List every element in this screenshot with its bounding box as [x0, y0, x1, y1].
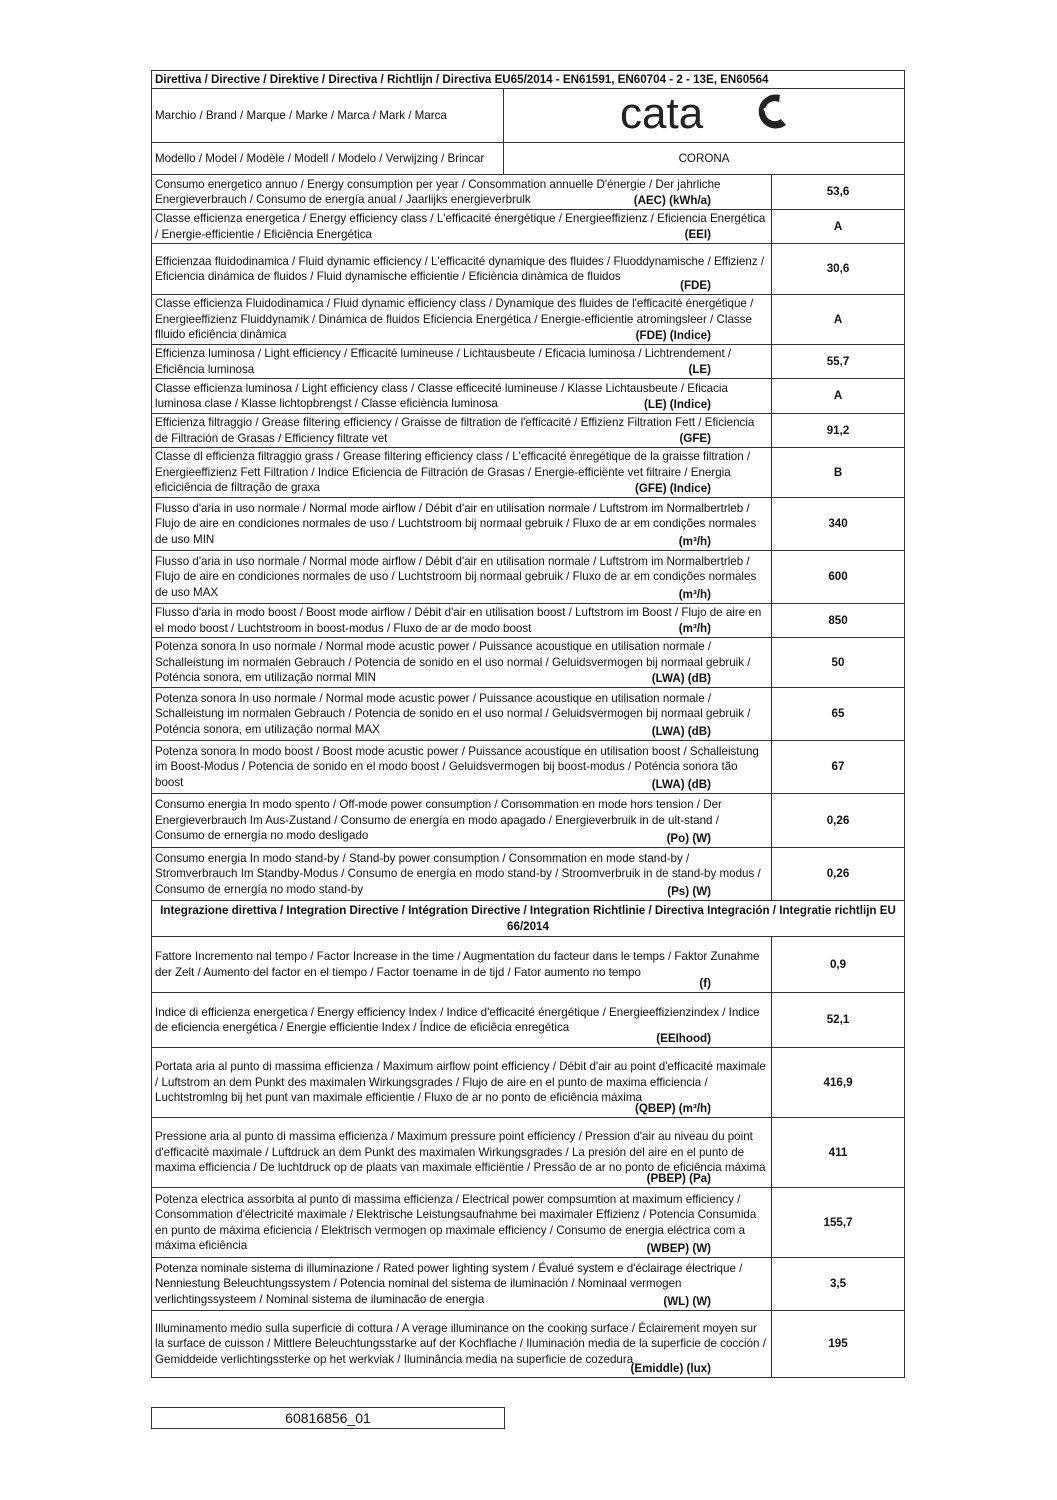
- spec-description: Classe efficienza Fluidodinamica / Fluid dynamic efficiency class / Dynamique des fluides de l'efficacité énergétique / Energieeffizienz Fluiddynamik / Dinámica de fluidos Eficiencia Energética / Energie-efficientie atromingsleer / Classe flluido eficiência dinâmica: [155, 297, 754, 342]
- spec-value: 53,6: [772, 175, 905, 210]
- spec-description: Classe efficienza energetica / Energy efficiency class / L'efficacité énergétique / Energieeffizienz / Eficiencia Energética / Energie-efficientie / Eficiência Energética: [155, 212, 766, 241]
- spec-label: [152, 937, 772, 993]
- spec-description: Indice di efficienza energetica / Energy efficiency Index / Indice d'efficacité énergétique / Energieeffizienzindex / Indice de eficiencia energética / Energie efficientie Index / Índice de eficiêcia enregética: [155, 1005, 760, 1034]
- spec-unit: (EEI): [684, 227, 711, 241]
- spec-row: [152, 498, 905, 551]
- spec-description: Potenza sonora In uso normale / Normal mode acustic power / Puissance acoustique en utilisation normale / Schalleistung im normalen Gebrauch / Potencia de sonido en el uso normal / Geluidsvermogen bij normaal gebruik / Poténcia sonora, em utilização normal MIN: [155, 640, 751, 685]
- spec-row: [152, 848, 905, 901]
- spec-value: 0,9: [772, 937, 905, 993]
- spec-label: [152, 604, 772, 638]
- spec-row: [152, 414, 905, 448]
- spec-label: [152, 1118, 772, 1188]
- spec-row: [152, 448, 905, 498]
- spec-unit: (LE) (Indice): [644, 397, 711, 411]
- spec-label: [152, 1311, 772, 1378]
- spec-row: [152, 551, 905, 604]
- spec-row: [152, 1311, 905, 1378]
- spec-description: Classe dl efficienza filtraggio grass / Grease filtering efficiency class / L'efficacité énregétique de la graisse filtration / Energieeffizienz Fett Filtration / Indice Eficiencia de Filtración de Grasas / Energie-efficiënte vet filtraire / Energia eficiciência de filtração de graxa: [155, 450, 751, 495]
- spec-label: [152, 794, 772, 848]
- spec-row: [152, 993, 905, 1048]
- spec-value: 416,9: [772, 1048, 905, 1118]
- spec-value: 195: [772, 1311, 905, 1378]
- spec-value: A: [772, 379, 905, 414]
- spec-value: 91,2: [772, 414, 905, 448]
- spec-description: Fattore Incremento nal tempo / Factor Increase in the time / Augmentation du facteur dans le temps / Faktor Zunahme der Zelt / Aumento del factor en el tiempo / Factor toename in de tijd / Fator aumento no tempo: [155, 950, 760, 979]
- document-code: 60816856_01: [151, 1407, 505, 1429]
- spec-row: [152, 1118, 905, 1188]
- spec-value: 0,26: [772, 848, 905, 901]
- spec-description: Efficienza filtraggio / Grease filtering efficiency / Graisse de filtration de l'efficacité / Effizienz Filtration Fett / Eficiencia de Filtración de Grasas / Efficiency filtrate vet: [155, 416, 755, 445]
- spec-label: [152, 551, 772, 604]
- spec-unit: (GFE) (Indice): [635, 481, 711, 495]
- spec-value: A: [772, 210, 905, 244]
- spec-unit: (LWA) (dB): [651, 671, 711, 685]
- spec-value: 411: [772, 1118, 905, 1188]
- spec-unit: (QBEP) (m³/h): [635, 1101, 711, 1115]
- spec-unit: (AEC) (kWh/a): [633, 193, 711, 207]
- spec-description: Potenza sonora In modo boost / Boost mode acustic power / Puissance acoustique en utilisation boost / Schalleistung im Boost-Modus / Potencia de sonido en el modo boost / Geluidsvermogen bij boost-modus / Poténcia sonora tão boost: [155, 744, 759, 789]
- spec-unit: (Emiddle) (lux): [630, 1361, 711, 1375]
- spec-label: [152, 1188, 772, 1258]
- spec-description: Flusso d'aria in modo boost / Boost mode airflow / Débit d'air en utilisation boost / Luftstrom im Boost / Flujo de aire en el modo boost / Luchtstroom in boost-modus / Fluxo de ar de modo boost: [155, 606, 762, 635]
- brand-label: Marchio / Brand / Marque / Marke / Marca / Mark / Marca: [152, 89, 504, 143]
- spec-label: [152, 345, 772, 379]
- spec-unit: (WBEP) (W): [646, 1241, 711, 1255]
- spec-value: 65: [772, 688, 905, 741]
- spec-description: Consumo energetico annuo / Energy consumption per year / Consommation annuelle D'énergie / Der jahrliche Energieverbrauch / Consumo de energía anual / Jaarlijks energieverbrulk: [155, 177, 721, 206]
- spec-label: [152, 244, 772, 295]
- spec-row: [152, 937, 905, 993]
- spec-value: 3,5: [772, 1258, 905, 1311]
- spec-unit: (m³/h): [678, 534, 711, 548]
- spec-description: Efficienzaa fluidodinamica / Fluid dynamic efficiency / L'efficacité dynamique des fluides / Fluoddynamische / Effizienz / Eficiencia dinámica de fluidos / Fluid dynamische efficientie / Eficiència dinàmica de fluidos: [155, 254, 765, 283]
- spec-value: 340: [772, 498, 905, 551]
- spec-unit: (PBEP) (Pa): [646, 1171, 711, 1185]
- spec-description: Potenza nominale sistema di illuminazione / Rated power lighting system / Évalué system e d'éclairage électrique / Nenniestung Beleuchtungssystem / Potencia nominal del sistema de iluminación / Nominaal vermogen verlichtingssysteem / Nominal sistema de iluminacão de energia: [155, 1261, 743, 1306]
- cata-logo-icon: [614, 90, 794, 136]
- energy-label-table: [151, 70, 905, 1378]
- spec-description: Potenza electrica assorbita al punto di massima efficienza / Electrical power compsumtion at maximum efficiency / Consommation d'électricité maximale / Elektrische Leistungsaufnahme bei maximaler Effizienz / Potencia Consumida en punto de máxima eficiencia / Elektrisch vermogen op maximale efficiency / Consumo de energia eléctrica com a máxima eficiência: [155, 1192, 757, 1252]
- spec-unit: (m³/h): [678, 621, 711, 635]
- spec-label: [152, 1258, 772, 1311]
- spec-unit: (GFE): [679, 431, 711, 445]
- spec-value: 67: [772, 741, 905, 794]
- spec-description: Efficienza luminosa / Light efficiency / Efficacité lumineuse / Lichtausbeute / Eficacia luminosa / Lichtrendement / Eficiência luminosa: [155, 347, 732, 376]
- spec-unit: (Ps) (W): [667, 884, 711, 898]
- spec-unit: (LWA) (dB): [651, 724, 711, 738]
- spec-value: 55,7: [772, 345, 905, 379]
- spec-description: Potenza sonora In uso normale / Normal mode acustic power / Puissance acoustique en utilisation normale / Schalleistung im normalen Gebrauch / Potencia de sonido en el uso normal / Geluidsvermogen bij normaal gebruik / Poténcia sonora, em utilização normal MAX: [155, 691, 751, 736]
- spec-label: [152, 741, 772, 794]
- spec-value: 30,6: [772, 244, 905, 295]
- spec-row: [152, 604, 905, 638]
- spec-value: B: [772, 448, 905, 498]
- spec-value: 155,7: [772, 1188, 905, 1258]
- spec-label: [152, 414, 772, 448]
- spec-unit: (EEIhood): [656, 1031, 711, 1045]
- spec-row: [152, 345, 905, 379]
- spec-row: [152, 638, 905, 688]
- spec-label: [152, 638, 772, 688]
- spec-unit: (Po) (W): [666, 831, 711, 845]
- spec-label: [152, 498, 772, 551]
- spec-row: [152, 1188, 905, 1258]
- spec-description: Flusso d'aria in uso normale / Normal mode airflow / Débit d'air en utilisation normale / Luftstrom im Normalbertrleb / Flujo de aire en condiciones normales de uso / Luchtstroom bij normaal gebruik / Fluxo de ar em condições normales de uso MAX: [155, 554, 757, 599]
- spec-row: [152, 244, 905, 295]
- spec-row: [152, 1048, 905, 1118]
- spec-description: Illuminamento medio sulla superficie di cottura / A verage illuminance on the cooking surface / Éclairement moyen sur la surface de cuisson / Mittlere Beleuchtungsstarke auf der Kochflache / Iluminación media de la superficie de cocción / Gemiddeide verlichtingssterke op het werkviak / Iluminância media na superficie de cozedura: [155, 1321, 766, 1366]
- spec-value: 50: [772, 638, 905, 688]
- spec-label: [152, 848, 772, 901]
- spec-description: Classe efficienza luminosa / Light efficiency class / Classe efficecité lumineuse / Klasse Lichtausbeute / Eficacia luminosa clase / Klasse lichtopbrengst / Classe eficiència luminosa: [155, 381, 728, 410]
- spec-label: [152, 175, 772, 210]
- spec-description: Consumo energia In modo stand-by / Stand-by power consumption / Consommation en mode stand-by / Stromverbrauch Im Standby-Modus / Consumo de energía en modo stand-by / Stroomverbruik in de stand-by modus / Consumo de ernergía no modo stand-by: [155, 851, 761, 896]
- spec-description: Flusso d'aria in uso normale / Normal mode airflow / Débit d'air en utilisation normale / Luftstrom im Normalbertrleb / Flujo de aire en condiciones normales de uso / Luchtstroom bij normaal gebruik / Fluxo de ar em condições normales de uso MIN: [155, 501, 757, 546]
- spec-row: [152, 741, 905, 794]
- spec-row: [152, 175, 905, 210]
- spec-label: [152, 993, 772, 1048]
- spec-row: [152, 688, 905, 741]
- spec-unit: (WL) (W): [663, 1294, 711, 1308]
- spec-row: [152, 210, 905, 244]
- model-value: CORONA: [504, 143, 905, 175]
- spec-value: 52,1: [772, 993, 905, 1048]
- spec-label: [152, 210, 772, 244]
- spec-row: [152, 295, 905, 345]
- spec-unit: (FDE): [680, 278, 711, 292]
- logo-wordmark: cata: [620, 90, 704, 137]
- spec-row: [152, 1258, 905, 1311]
- spec-label: [152, 688, 772, 741]
- spec-value: 0,26: [772, 794, 905, 848]
- spec-row: [152, 379, 905, 414]
- brand-logo: [504, 89, 905, 143]
- spec-unit: (LE): [688, 362, 711, 376]
- spec-label: [152, 1048, 772, 1118]
- spec-description: Portata aria al punto di massima efficienza / Maximum airflow point efficiency / Débit d'air au point d'efficacité maximale / Luftstrom an dem Punkt des maximalen Wirkungsgrades / Flujo de aire en el punto de maxima efficiencia / Luchtstromlng bij het punt van maximale efficientie / Fluxo de ar no ponto de eficiência máxima: [155, 1060, 766, 1105]
- spec-value: A: [772, 295, 905, 345]
- spec-row: [152, 794, 905, 848]
- spec-value: 600: [772, 551, 905, 604]
- spec-label: [152, 379, 772, 414]
- spec-description: Pressione aria al punto di massima efficienza / Maximum pressure point efficiency / Pression d'air au niveau du point d'efficacité maximale / Luftdruck an dem Punkt des maximalen Wirkungsgrades / La presión del aire en el punto de maxima efficiencia / De luchtdruck op de plaats van maximale efficiëntie / Pressão de ar no ponto de eficiência máxima: [155, 1130, 766, 1175]
- spec-label: [152, 295, 772, 345]
- spec-unit: (LWA) (dB): [651, 777, 711, 791]
- integration-section-title: Integrazione direttiva / Integration Directive / Intégration Directive / Integration Richtlinie / Directiva Integración / Integratie richtlijn EU 66/2014: [152, 901, 905, 937]
- spec-label: [152, 448, 772, 498]
- model-label: Modello / Model / Modèle / Modell / Modelo / Verwijzing / Brincar: [152, 143, 504, 175]
- spec-unit: (FDE) (Indice): [635, 328, 711, 342]
- spec-value: 850: [772, 604, 905, 638]
- spec-description: Consumo energia In modo spento / Off-mode power consumption / Consommation en mode hors tension / Der Energieverbrauch Im Aus-Zustand / Consumo de energía en modo apagado / Energieverbruik in de ult-stand / Consumo de ernergía no modo desligado: [155, 798, 722, 843]
- spec-unit: (f): [699, 976, 711, 990]
- directive-header: Direttiva / Directive / Direktive / Directiva / Richtlijn / Directiva EU65/2014 - EN61591, EN60704 - 2 - 13E, EN60564: [152, 71, 905, 89]
- spec-unit: (m³/h): [678, 587, 711, 601]
